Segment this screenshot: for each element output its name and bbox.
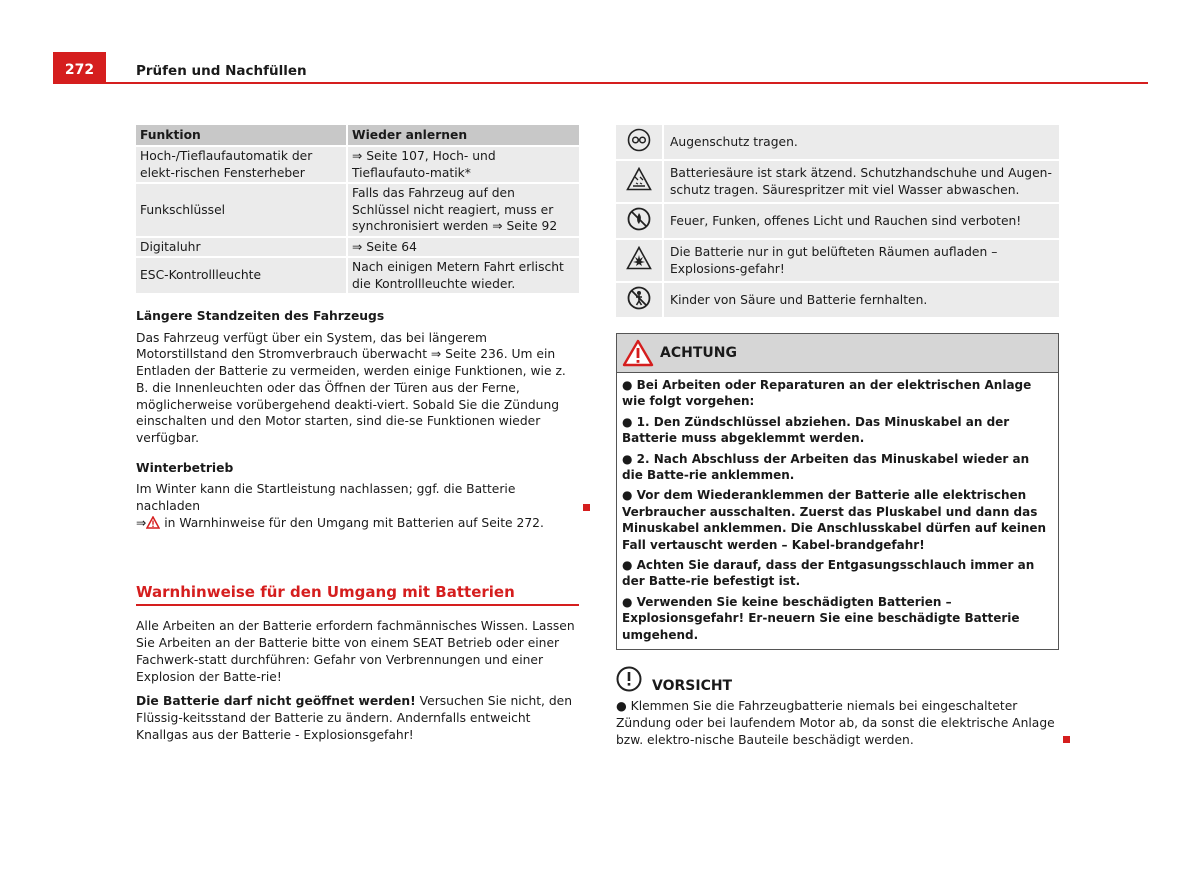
icon-cell — [616, 283, 664, 317]
exclamation-circle-icon — [616, 666, 642, 692]
warning-triangle-icon — [146, 516, 160, 529]
table-cell: ⇒ Seite 107, Hoch- und Tieflaufauto-matik* — [348, 147, 579, 182]
vorsicht-label: VORSICHT — [652, 678, 733, 695]
page-number: 272 — [64, 62, 95, 78]
table-row — [136, 238, 579, 257]
winter-heading: Winterbetrieb — [136, 460, 234, 475]
standzeiten-heading: Längere Standzeiten des Fahrzeugs — [136, 309, 385, 323]
winter-text-a: Im Winter kann die Startleistung nachlassen; ggf. die Batterie nachladen — [136, 482, 516, 514]
achtung-box — [616, 333, 1059, 650]
table-cell: Nach einigen Metern Fahrt erlischt die Kontrollleuchte wieder. — [348, 258, 579, 293]
left-column — [136, 125, 579, 743]
bold-lead: Die Batterie darf nicht geöffnet werden! — [136, 694, 416, 709]
page-number-badge — [53, 52, 106, 82]
warnhinweise-rest: Versuchen Sie nicht, den Flüssig-keitsstand der Batterie zu ändern. Andernfalls entweicht Knallgas aus der Batterie - Explosionsgefahr! — [136, 694, 573, 742]
achtung-body — [617, 373, 1058, 649]
table-row — [616, 161, 1059, 202]
symbol-text: Die Batterie nur in gut belüfteten Räumen aufladen – Explosions-gefahr! — [664, 240, 1059, 281]
warnhinweise-text-2 — [136, 693, 579, 743]
acid-corrosive-icon — [626, 167, 652, 191]
achtung-item: ● Vor dem Wiederanklemmen der Batterie alle elektrischen Verbraucher ausschalten. Zuerst das Pluskabel und dann das Minuskabel anklemmen. Die Anschlusskabel dürfen auf keinen Fall vertauscht werden – Kabel-brandgefahr! — [622, 488, 1047, 552]
vorsicht-text-content: ● Klemmen Sie die Fahrzeugbatterie niemals bei eingeschalteter Zündung oder bei laufendem Motor ab, da sonst die elektrische Anlage bzw. elektro-nische Bauteile beschädigt werden. — [616, 699, 1055, 747]
no-fire-icon — [627, 207, 651, 231]
achtung-item: ● 2. Nach Abschluss der Arbeiten das Minuskabel wieder an die Batte-rie anklemmen. — [622, 451, 1030, 483]
vorsicht-text — [616, 698, 1059, 748]
warning-triangle-icon — [622, 339, 654, 367]
icon-cell — [616, 240, 664, 281]
table-cell: ⇒ Seite 64 — [348, 238, 579, 257]
header-rule — [53, 82, 1148, 84]
table-header-row — [136, 125, 579, 145]
table-cell: Digitaluhr — [136, 238, 348, 257]
function-table — [136, 123, 579, 295]
table-header-cell: Wieder anlernen — [348, 125, 579, 145]
standzeiten-text: Das Fahrzeug verfügt über ein System, das bei längerem Motorstillstand den Stromverbrauch überwacht ⇒ Seite 236. Um ein Entladen der Batterie zu vermeiden, werden einige Funktionen, wie z. B. die Innenleuchten oder das Öffnen der Türen aus der Ferne, möglicherweise vorübergehend deakti-viert. Sobald Sie die Zündung einschalten und den Motor starten, sind die-se Funktionen wieder verfügbar. — [136, 330, 566, 445]
table-row — [136, 147, 579, 182]
table-cell: Hoch-/Tieflaufautomatik der elekt-rischen Fensterheber — [136, 147, 348, 182]
table-cell: Falls das Fahrzeug auf den Schlüssel nicht reagiert, muss er synchronisiert werden ⇒ Seite 92 — [348, 184, 579, 236]
symbol-text: Feuer, Funken, offenes Licht und Rauchen sind verboten! — [664, 204, 1059, 238]
section-heading: Warnhinweise für den Umgang mit Batterien — [136, 583, 579, 606]
reference-arrow: ⇒ — [136, 515, 147, 530]
achtung-header — [617, 334, 1058, 373]
eye-protection-icon — [627, 128, 651, 152]
symbol-text: Batteriesäure ist stark ätzend. Schutzhandschuhe und Augen-schutz tragen. Säurespritzer mit viel Wasser abwaschen. — [664, 161, 1059, 202]
achtung-item: ● 1. Den Zündschlüssel abziehen. Das Minuskabel an der Batterie muss abgeklemmt werden. — [622, 414, 1010, 446]
table-row — [616, 240, 1059, 281]
table-row — [616, 204, 1059, 238]
section-end-marker — [583, 504, 590, 511]
symbol-text: Kinder von Säure und Batterie fernhalten. — [664, 283, 1059, 317]
warnhinweise-text: Alle Arbeiten an der Batterie erfordern fachmännisches Wissen. Lassen Sie Arbeiten an der Batterie bitte von einem SEAT Betrieb oder einer Fachwerk-statt durchführen: Gefahr von Verbrennungen und einer Explosion der Batte-rie! — [136, 619, 575, 684]
section-end-marker — [1063, 736, 1070, 743]
table-row — [136, 258, 579, 293]
table-row — [616, 283, 1059, 317]
achtung-item: ● Verwenden Sie keine beschädigten Batterien – Explosionsgefahr! Er-neuern Sie eine beschädigte Batterie umgehend. — [622, 594, 1020, 642]
achtung-item: ● Achten Sie darauf, dass der Entgasungsschlauch immer an der Batte-rie befestigt ist. — [622, 558, 1035, 589]
icon-cell — [616, 161, 664, 202]
keep-children-away-icon — [627, 286, 651, 310]
icon-cell — [616, 204, 664, 238]
achtung-item: ● Bei Arbeiten oder Reparaturen an der elektrischen Anlage wie folgt vorgehen: — [622, 378, 1032, 409]
icon-cell — [616, 125, 664, 159]
symbol-table — [616, 123, 1059, 319]
vorsicht-header — [616, 664, 1059, 694]
table-cell: Funkschlüssel — [136, 184, 348, 236]
symbol-text: Augenschutz tragen. — [664, 125, 1059, 159]
achtung-label: ACHTUNG — [660, 345, 737, 361]
table-row — [616, 125, 1059, 159]
right-column — [616, 125, 1059, 748]
winter-text — [136, 481, 579, 531]
table-header-cell: Funktion — [136, 125, 348, 145]
table-cell: ESC-Kontrollleuchte — [136, 258, 348, 293]
table-row — [136, 184, 579, 236]
winter-text-b: in Warnhinweise für den Umgang mit Batterien auf Seite 272. — [160, 515, 544, 530]
page-title: Prüfen und Nachfüllen — [136, 63, 307, 79]
explosion-warning-icon — [626, 246, 652, 270]
